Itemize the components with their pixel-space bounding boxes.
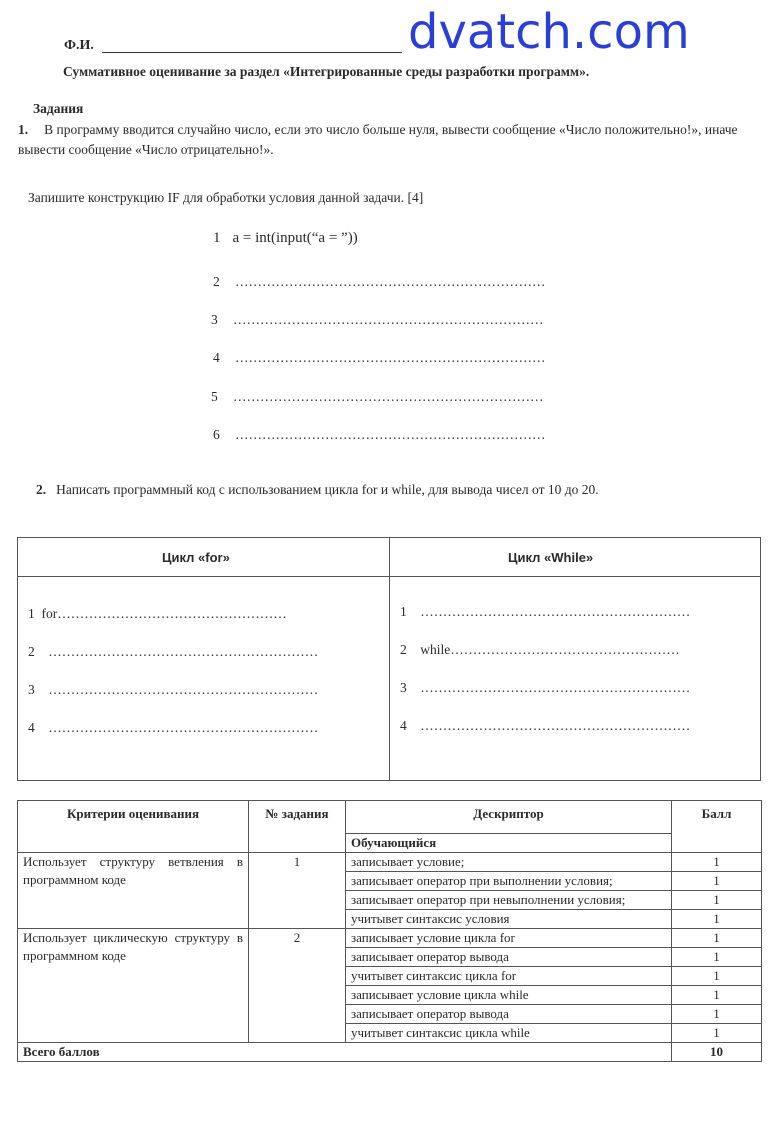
while-header: Цикл «While»: [508, 550, 594, 565]
descriptor-cell: записывает оператор вывода: [346, 948, 672, 967]
score-cell: 1: [672, 1024, 762, 1043]
criterion-cell: Использует структуру ветвления в программном коде: [18, 853, 249, 929]
descriptor-cell: учитывет синтаксис цикла while: [346, 1024, 672, 1043]
criteria-table: [17, 800, 762, 1062]
while-line-1: [400, 604, 690, 620]
code-line-3: [211, 312, 544, 328]
line-number: 3: [211, 312, 218, 327]
fio-underline: [102, 52, 402, 53]
blank-line: while……………………………………………: [420, 642, 680, 657]
line-number: 4: [400, 718, 407, 733]
for-line-1: [28, 606, 287, 622]
for-line-2: [28, 644, 318, 660]
score-cell: 1: [672, 929, 762, 948]
code-line-4: [213, 350, 546, 366]
descriptor-cell: записывает условие цикла while: [346, 986, 672, 1005]
line-number: 5: [211, 389, 218, 404]
table-row: [18, 1043, 762, 1062]
code-line-5: [211, 389, 544, 405]
descriptor-cell: записывает оператор при невыполнении условия;: [346, 891, 672, 910]
score-header: Балл: [672, 801, 762, 853]
line-number: 1: [28, 606, 35, 621]
while-line-3: [400, 680, 690, 696]
watermark: dvatch.com: [408, 4, 690, 60]
total-value: 10: [672, 1043, 762, 1062]
descriptor-header: Дескриптор: [346, 801, 672, 834]
blank-line: ……………………………………………………………: [235, 350, 546, 365]
criterion-cell: Использует циклическую структуру в программном коде: [18, 929, 249, 1043]
for-line-4: [28, 720, 318, 736]
code-line-2: [213, 274, 546, 290]
line-number: 3: [400, 680, 407, 695]
line-number: 1: [213, 230, 221, 246]
blank-line: ……………………………………………………: [48, 644, 319, 659]
score-cell: 1: [672, 891, 762, 910]
line-number: 4: [213, 350, 220, 365]
loop-table: [17, 537, 761, 781]
table-row: [18, 929, 762, 948]
task2-body: Написать программный код с использованием цикла for и while, для вывода чисел от 10 до 20.: [56, 482, 599, 497]
descriptor-cell: записывает оператор вывода: [346, 1005, 672, 1024]
line-number: 2: [28, 644, 35, 659]
for-line-3: [28, 682, 318, 698]
total-label: Всего баллов: [18, 1043, 672, 1062]
code-text: a = int(input(“a = ”)): [232, 230, 358, 246]
score-cell: 1: [672, 872, 762, 891]
blank-line: for……………………………………………: [41, 606, 287, 621]
task-number-cell: 1: [249, 853, 346, 929]
score-cell: 1: [672, 853, 762, 872]
line-number: 3: [28, 682, 35, 697]
line-number: 2: [400, 642, 407, 657]
task1-number: 1.: [18, 122, 29, 137]
blank-line: ……………………………………………………: [420, 680, 691, 695]
page-title: Суммативное оценивание за раздел «Интегрированные среды разработки программ».: [63, 64, 590, 79]
blank-line: ……………………………………………………: [420, 718, 691, 733]
blank-line: ……………………………………………………: [48, 682, 319, 697]
score-cell: 1: [672, 948, 762, 967]
blank-line: ……………………………………………………………: [235, 274, 546, 289]
descriptor-cell: записывает условие цикла for: [346, 929, 672, 948]
task2-number: 2.: [36, 482, 47, 497]
score-cell: 1: [672, 910, 762, 929]
criteria-header: Критерии оценивания: [18, 801, 249, 853]
descriptor-cell: записывает оператор при выполнении условия;: [346, 872, 672, 891]
blank-line: ……………………………………………………………: [233, 389, 544, 404]
task1-body: В программу вводится случайно число, если это число больше нуля, вывести сообщение «Число положительно!», иначе вывести сообщение «Число отрицательно!».: [18, 122, 738, 157]
tasks-heading: Задания: [33, 101, 84, 116]
descriptor-cell: учитывет синтаксис условия: [346, 910, 672, 929]
task-number-cell: 2: [249, 929, 346, 1043]
blank-line: ……………………………………………………………: [233, 312, 544, 327]
descriptor-cell: учитывет синтаксис цикла for: [346, 967, 672, 986]
descriptor-cell: записывает условие;: [346, 853, 672, 872]
for-header: Цикл «for»: [162, 550, 230, 565]
code-line-6: [213, 427, 546, 443]
fio-label: Ф.И.: [64, 38, 94, 53]
blank-line: ……………………………………………………: [420, 604, 691, 619]
line-number: 6: [213, 427, 220, 442]
line-number: 1: [400, 604, 407, 619]
code-line-1: [213, 230, 358, 247]
task1-instruction: Запишите конструкцию IF для обработки условия данной задачи. [4]: [28, 190, 424, 205]
task1-text: [18, 120, 748, 160]
score-cell: 1: [672, 986, 762, 1005]
line-number: 4: [28, 720, 35, 735]
table-row: [18, 853, 762, 872]
line-number: 2: [213, 274, 220, 289]
blank-line: ……………………………………………………: [48, 720, 319, 735]
while-line-2: [400, 642, 680, 658]
task-no-header: № задания: [249, 801, 346, 853]
task2-text: [36, 482, 599, 498]
score-cell: 1: [672, 1005, 762, 1024]
student-subheader: Обучающийся: [346, 834, 672, 853]
score-cell: 1: [672, 967, 762, 986]
while-line-4: [400, 718, 690, 734]
blank-line: ……………………………………………………………: [235, 427, 546, 442]
table-row: [18, 801, 762, 834]
